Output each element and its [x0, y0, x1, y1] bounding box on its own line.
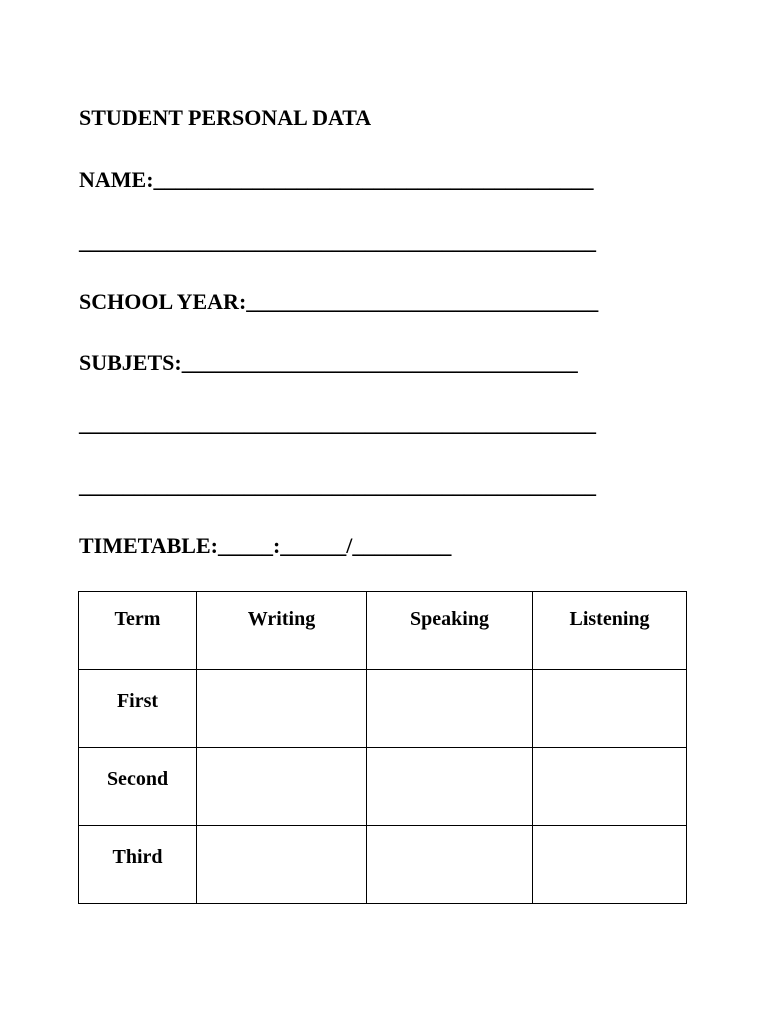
header-term: Term	[79, 592, 197, 670]
listening-cell[interactable]	[533, 670, 687, 748]
term-cell: Third	[79, 826, 197, 904]
subjects-continuation-line-1[interactable]: _______________________________________________	[79, 411, 596, 436]
name-field[interactable]: NAME:________________________________________	[79, 167, 594, 192]
grades-table	[78, 591, 687, 904]
table-row	[79, 748, 687, 826]
header-listening: Listening	[533, 592, 687, 670]
subjects-continuation-line-2[interactable]: _______________________________________________	[79, 473, 596, 498]
timetable-field[interactable]: TIMETABLE:_____:______/_________	[79, 533, 452, 558]
term-cell: First	[79, 670, 197, 748]
school-year-field[interactable]: SCHOOL YEAR:________________________________	[79, 289, 599, 314]
speaking-cell[interactable]	[367, 826, 533, 904]
subjects-field[interactable]: SUBJETS:____________________________________	[79, 350, 578, 375]
header-writing: Writing	[197, 592, 367, 670]
writing-cell[interactable]	[197, 826, 367, 904]
term-cell: Second	[79, 748, 197, 826]
name-continuation-line[interactable]: _______________________________________________	[79, 229, 596, 254]
form-title: STUDENT PERSONAL DATA	[79, 105, 372, 130]
writing-cell[interactable]	[197, 748, 367, 826]
header-speaking: Speaking	[367, 592, 533, 670]
speaking-cell[interactable]	[367, 748, 533, 826]
table-row	[79, 826, 687, 904]
table-header-row	[79, 592, 687, 670]
listening-cell[interactable]	[533, 748, 687, 826]
table-row	[79, 670, 687, 748]
listening-cell[interactable]	[533, 826, 687, 904]
writing-cell[interactable]	[197, 670, 367, 748]
speaking-cell[interactable]	[367, 670, 533, 748]
